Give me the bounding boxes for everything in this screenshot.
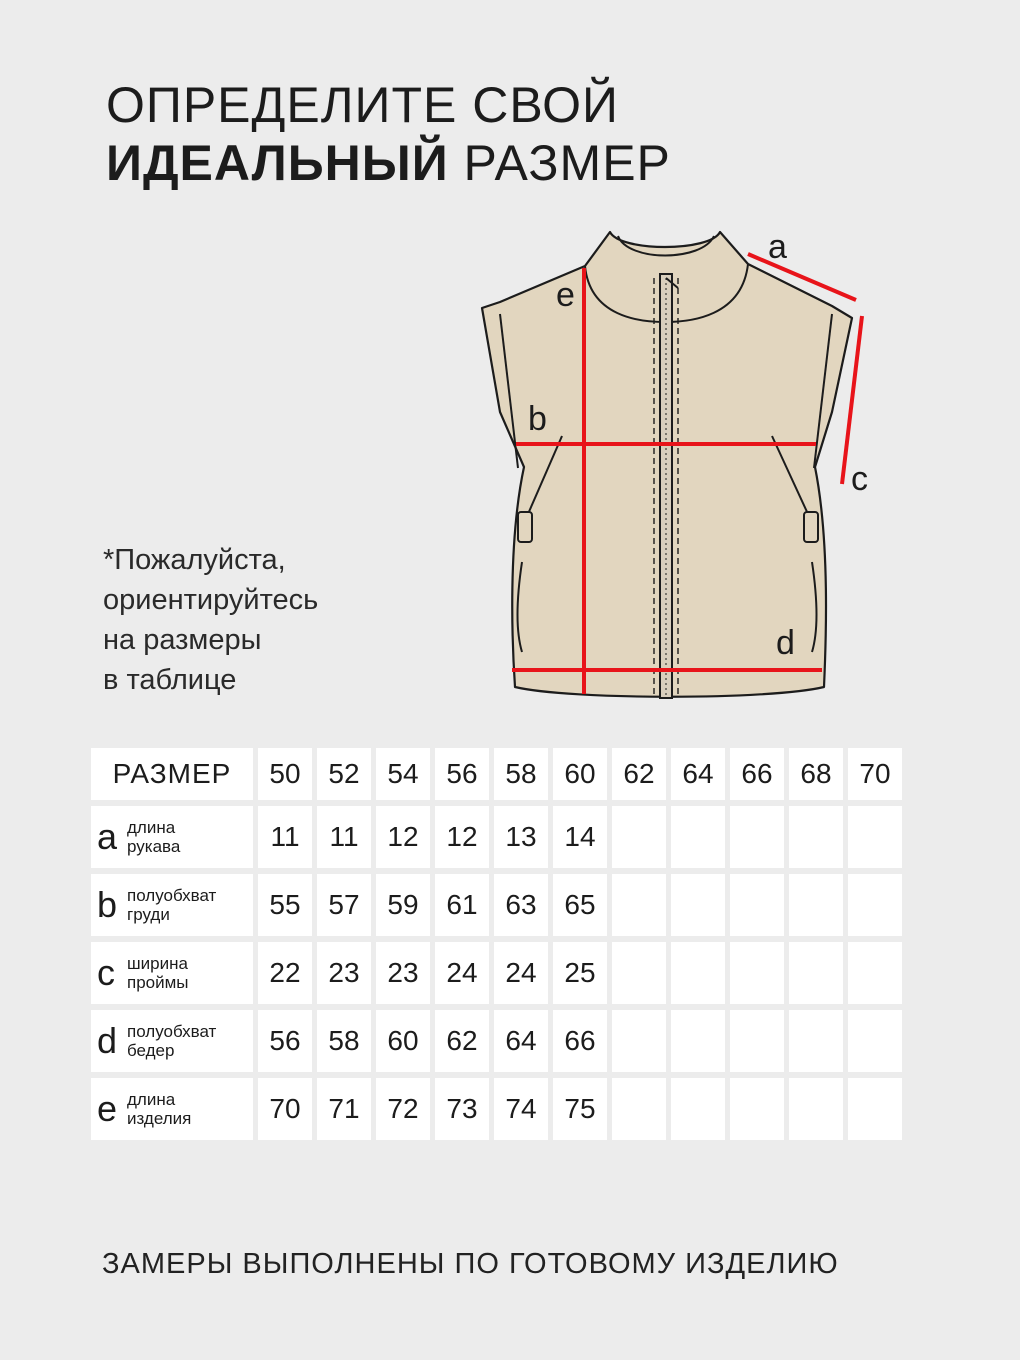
table-cell: 23: [317, 942, 371, 1004]
row-letter: a: [97, 816, 118, 857]
note-line: *Пожалуйста,: [103, 544, 286, 576]
diagram-label-b: b: [528, 400, 547, 438]
table-cell: 13: [494, 806, 548, 868]
table-cell: 73: [435, 1078, 489, 1140]
table-cell: 74: [494, 1078, 548, 1140]
table-cell: 72: [376, 1078, 430, 1140]
diagram-label-e: e: [556, 276, 575, 314]
table-cell: 65: [553, 874, 607, 936]
size-note: [103, 540, 403, 700]
table-cell: [848, 806, 902, 868]
table-cell: [848, 1010, 902, 1072]
table-cell: [730, 1078, 784, 1140]
size-header: 52: [317, 748, 371, 800]
size-header: 54: [376, 748, 430, 800]
size-header: 70: [848, 748, 902, 800]
table-cell: [848, 1078, 902, 1140]
table-cell: [789, 806, 843, 868]
table-cell: 58: [317, 1010, 371, 1072]
title-rest: РАЗМЕР: [448, 135, 671, 191]
row-label: [91, 942, 253, 1004]
table-row: [91, 942, 902, 1004]
table-cell: [789, 942, 843, 1004]
table-cell: 14: [553, 806, 607, 868]
table-cell: [730, 1010, 784, 1072]
table-cell: 63: [494, 874, 548, 936]
table-cell: [730, 942, 784, 1004]
table-row: [91, 874, 902, 936]
row-label: [91, 874, 253, 936]
table-cell: 25: [553, 942, 607, 1004]
table-cell: 11: [317, 806, 371, 868]
table-cell: 11: [258, 806, 312, 868]
table-cell: [612, 806, 666, 868]
table-row: [91, 1078, 902, 1140]
row-desc: длина: [127, 1090, 176, 1109]
note-line: ориентируйтесь: [103, 584, 319, 616]
row-desc: груди: [127, 905, 170, 924]
row-desc: длина: [127, 818, 176, 837]
table-cell: 64: [494, 1010, 548, 1072]
table-row: [91, 806, 902, 868]
size-header: 62: [612, 748, 666, 800]
row-desc: полуобхват: [127, 886, 217, 905]
size-header: 56: [435, 748, 489, 800]
table-cell: [612, 1010, 666, 1072]
title-line-2: [106, 134, 671, 192]
diagram-label-a: a: [768, 228, 787, 266]
table-cell: 57: [317, 874, 371, 936]
table-cell: [671, 942, 725, 1004]
table-cell: 12: [435, 806, 489, 868]
table-cell: 62: [435, 1010, 489, 1072]
table-cell: 75: [553, 1078, 607, 1140]
title-line-1: ОПРЕДЕЛИТЕ СВОЙ: [106, 77, 619, 133]
diagram-label-c: c: [851, 460, 868, 498]
table-cell: [789, 874, 843, 936]
row-label: [91, 1078, 253, 1140]
row-letter: e: [97, 1088, 118, 1129]
title-bold-word: ИДЕАЛЬНЫЙ: [106, 135, 449, 191]
row-desc: рукава: [127, 837, 181, 856]
row-desc: изделия: [127, 1109, 192, 1128]
size-header: 64: [671, 748, 725, 800]
table-cell: [789, 1010, 843, 1072]
table-cell: 24: [494, 942, 548, 1004]
row-label: [91, 806, 253, 868]
row-label: [91, 1010, 253, 1072]
size-table-header: [91, 748, 902, 800]
table-cell: [671, 874, 725, 936]
vest-diagram: [470, 222, 890, 712]
size-header: 66: [730, 748, 784, 800]
row-desc: проймы: [127, 973, 189, 992]
row-letter: b: [97, 884, 118, 925]
header-label: РАЗМЕР: [91, 748, 253, 800]
table-cell: [730, 874, 784, 936]
table-cell: 23: [376, 942, 430, 1004]
table-cell: 12: [376, 806, 430, 868]
table-cell: 60: [376, 1010, 430, 1072]
table-cell: 70: [258, 1078, 312, 1140]
table-cell: [730, 806, 784, 868]
table-cell: [612, 874, 666, 936]
table-cell: [671, 806, 725, 868]
diagram-label-d: d: [776, 624, 795, 662]
row-letter: d: [97, 1020, 118, 1061]
note-line: в таблице: [103, 664, 237, 696]
table-cell: 71: [317, 1078, 371, 1140]
table-cell: 66: [553, 1010, 607, 1072]
table-cell: [612, 942, 666, 1004]
table-cell: [671, 1010, 725, 1072]
table-cell: 59: [376, 874, 430, 936]
table-cell: 22: [258, 942, 312, 1004]
size-table: [86, 742, 907, 1146]
page-title: [106, 76, 671, 192]
table-cell: [789, 1078, 843, 1140]
table-cell: [848, 874, 902, 936]
table-cell: [671, 1078, 725, 1140]
size-header: 68: [789, 748, 843, 800]
side-tab-left: [518, 512, 532, 542]
size-header: 60: [553, 748, 607, 800]
row-desc: ширина: [127, 954, 188, 973]
row-desc: полуобхват: [127, 1022, 217, 1041]
table-cell: 55: [258, 874, 312, 936]
table-cell: 56: [258, 1010, 312, 1072]
footer-note: ЗАМЕРЫ ВЫПОЛНЕНЫ ПО ГОТОВОМУ ИЗДЕЛИЮ: [102, 1248, 839, 1280]
table-cell: 24: [435, 942, 489, 1004]
row-desc: бедер: [127, 1041, 175, 1060]
row-letter: c: [97, 952, 115, 993]
table-cell: [612, 1078, 666, 1140]
note-line: на размеры: [103, 624, 262, 656]
table-row: [91, 1010, 902, 1072]
side-tab-right: [804, 512, 818, 542]
size-header: 58: [494, 748, 548, 800]
table-cell: [848, 942, 902, 1004]
size-header: 50: [258, 748, 312, 800]
table-cell: 61: [435, 874, 489, 936]
